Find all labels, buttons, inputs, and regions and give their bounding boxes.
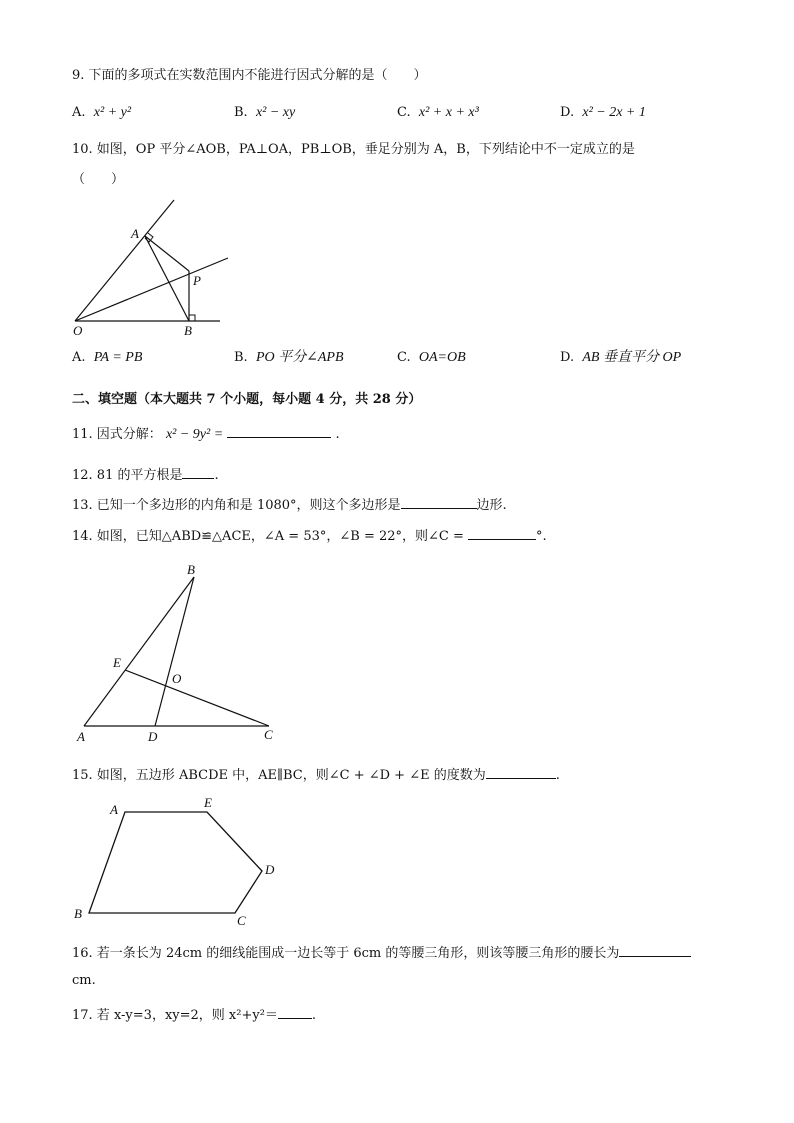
q13-stem: 13. 已知一个多边形的内角和是 1080°，则这个多边形是 [72, 498, 401, 513]
label-e: E [204, 795, 212, 810]
answer-blank[interactable] [619, 942, 691, 957]
option-expr: x² − 2x + 1 [582, 105, 646, 120]
answer-blank[interactable] [278, 1004, 312, 1019]
q11-end: . [335, 427, 340, 442]
label-p: P [193, 273, 201, 288]
q11-expr: x² − 9y² = [165, 427, 224, 442]
label-a: A [131, 226, 139, 241]
q17-end: . [311, 1008, 317, 1023]
q16-end: cm. [72, 973, 96, 988]
q13-end: 边形. [476, 498, 507, 513]
option-label: D. [560, 105, 575, 120]
option-label: D. [560, 350, 575, 365]
q9-stem: 9. 下面的多项式在实数范围内不能进行因式分解的是（ ） [72, 68, 427, 83]
section-heading: 二、填空题（本大题共 7 个小题，每小题 4 分，共 28 分） [72, 392, 422, 407]
option-label: B. [234, 350, 248, 365]
label-a: A [77, 729, 85, 744]
label-b: B [184, 323, 192, 338]
option-label: B. [234, 105, 248, 120]
label-d: D [265, 862, 275, 877]
option-expr: x² + x + x³ [418, 105, 479, 120]
option-label: C. [397, 105, 411, 120]
q17-stem: 17. 若 x-y=3，xy=2，则 x²+y²＝ [72, 1008, 278, 1023]
option-expr: x² + y² [93, 105, 132, 120]
label-a: A [110, 802, 118, 817]
q15-end: . [555, 768, 560, 783]
label-b: B [74, 906, 82, 921]
q12-stem: 12. 81 的平方根是 [72, 468, 183, 483]
label-c: C [237, 913, 246, 928]
option-expr: OA=OB [418, 350, 466, 365]
q11-stem: 11. 因式分解： [72, 427, 162, 442]
q17 [72, 1004, 316, 1025]
option-label: C. [397, 350, 411, 365]
label-d: D [148, 729, 158, 744]
q14-end: °. [536, 529, 547, 544]
option-label: A. [72, 350, 86, 365]
option-expr: x² − xy [255, 105, 296, 120]
label-o: O [172, 671, 182, 686]
q10-paren: （ ） [72, 172, 125, 187]
q16 [72, 942, 691, 963]
q15-stem: 15. 如图，五边形 ABCDE 中，AE∥BC，则∠C + ∠D + ∠E 的度数为 [72, 768, 486, 783]
option-expr: AB 垂直平分 OP [582, 350, 682, 365]
q12-end: . [214, 468, 219, 483]
q14-stem: 14. 如图，已知△ABD≌△ACE，∠A = 53°，∠B = 22°，则∠C = [72, 529, 464, 544]
label-e: E [113, 655, 121, 670]
q16-stem: 16. 若一条长为 24cm 的细线能围成一边长等于 6cm 的等腰三角形，则该等腰三角形的腰长为 [72, 946, 620, 961]
label-b: B [187, 562, 195, 577]
label-o: O [73, 323, 83, 338]
q10-stem: 10. 如图，OP 平分∠AOB，PA⊥OA，PB⊥OB，垂足分别为 A，B，下列结论中不一定成立的是 [72, 142, 635, 157]
label-c: C [264, 727, 273, 742]
option-label: A. [72, 105, 86, 120]
option-expr: PO 平分∠APB [255, 350, 344, 365]
option-expr: PA = PB [93, 350, 143, 365]
